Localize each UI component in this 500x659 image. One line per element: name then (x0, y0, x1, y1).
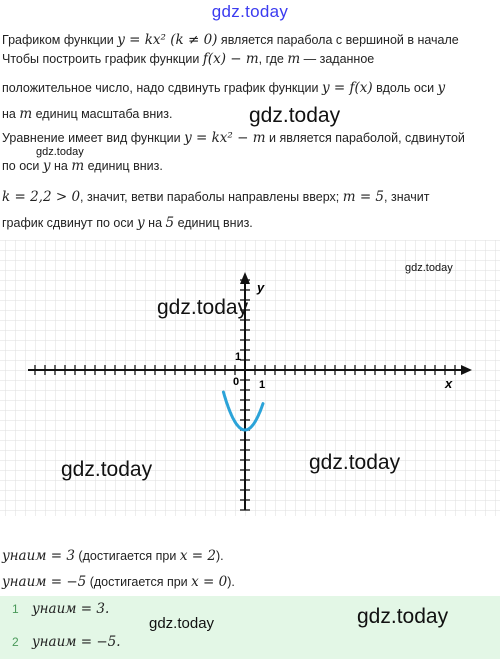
text: , значит, ветви параболы направлены вверх; (80, 190, 343, 204)
formula: y (137, 215, 145, 231)
formula: y = kx² − m (184, 130, 266, 146)
text: (достигается при (86, 575, 192, 589)
text: является парабола с вершиной в начале (217, 33, 459, 47)
watermark: gdz.today (249, 104, 341, 127)
result-line-1 (2, 548, 224, 564)
text: (достигается при (74, 549, 180, 563)
text-line-8 (2, 213, 498, 233)
text: ). (227, 575, 235, 589)
formula: k = 2,2 > 0 (2, 189, 81, 205)
formula: m (71, 158, 85, 174)
text: Графиком функции (2, 33, 118, 47)
watermark: gdz.today (357, 605, 449, 628)
answer-item (12, 601, 109, 617)
text: график сдвинут по оси (2, 216, 138, 230)
result-line-2 (2, 574, 235, 590)
tick-x-label: 1 (259, 379, 266, 391)
answer-number: 1 (12, 602, 19, 616)
text: по оси (2, 159, 43, 173)
text: Уравнение имеет вид функции (2, 131, 185, 145)
text-line-6 (2, 156, 498, 176)
formula: f(x) − m (202, 51, 259, 67)
text-line-2 (2, 49, 498, 69)
formula: y (42, 158, 51, 174)
formula: y (437, 80, 446, 96)
text: на (2, 107, 20, 121)
formula: yнаим = 3 (2, 548, 75, 564)
formula: yнаим = −5 (2, 574, 87, 590)
text-line-1 (2, 30, 498, 50)
text-line-3 (2, 78, 498, 98)
watermark: gdz.today (157, 296, 249, 319)
text: , значит (384, 190, 430, 204)
formula: 5 (165, 215, 175, 231)
text: единиц масштаба вниз. (32, 107, 173, 121)
watermark: gdz.today (149, 615, 215, 632)
text: положительное число, надо сдвинуть график функции (2, 81, 322, 95)
text: на (50, 159, 72, 173)
formula: m = 5 (342, 189, 385, 205)
text: единиц вниз. (174, 216, 253, 230)
formula: x = 0 (191, 574, 228, 590)
answer-formula: yнаим = 3. (32, 601, 110, 617)
text: вдоль оси (372, 81, 438, 95)
formula: y = f(x) (321, 80, 373, 96)
x-axis-label: x (445, 376, 453, 391)
formula: x = 2 (179, 548, 216, 564)
text: ). (215, 549, 224, 563)
watermark: gdz.today (309, 451, 401, 474)
origin-label: 0 (233, 376, 240, 388)
watermark: gdz.today (36, 146, 84, 158)
answer-number: 2 (12, 635, 19, 649)
text: Чтобы построить график функции (2, 52, 203, 66)
answer-item (12, 634, 121, 650)
text-line-5 (2, 128, 498, 148)
answer-formula: yнаим = −5. (32, 634, 121, 650)
formula: m (19, 106, 33, 122)
tick-y-label: 1 (235, 351, 242, 363)
text-line-7 (2, 187, 498, 207)
watermark: gdz.today (61, 458, 153, 481)
text: на (144, 216, 166, 230)
text: единиц вниз. (84, 159, 163, 173)
formula: y = kx² (k ≠ 0) (117, 32, 218, 48)
text: — заданное (300, 52, 375, 66)
formula: m (287, 51, 301, 67)
y-axis-label: y (257, 280, 265, 295)
text: и является параболой, сдвинутой (265, 131, 465, 145)
text: , где (258, 52, 288, 66)
watermark: gdz.today (405, 262, 453, 274)
site-header-logo[interactable]: gdz.today (211, 2, 289, 21)
